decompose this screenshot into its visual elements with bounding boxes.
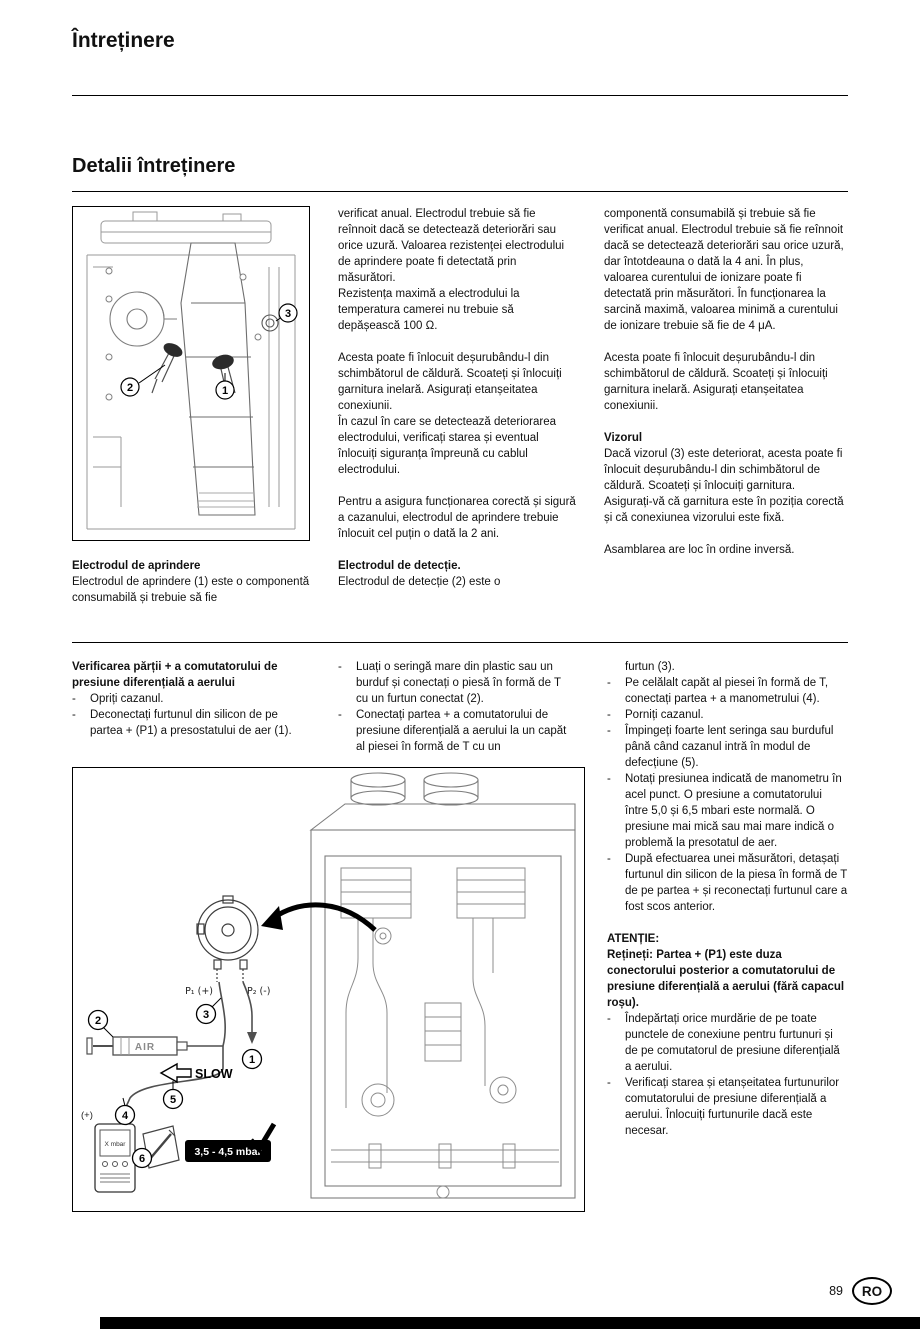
electrode-diagram (73, 207, 309, 540)
pressure-check-col2 (338, 659, 576, 755)
list-item (72, 707, 310, 739)
paragraph: Acesta poate fi înlocuit deșurubându-l din schimbătorul de căldură. Scoateți și înlocuiți garnitura inelară. Asigurați etanșeitatea conexiunii. (604, 352, 828, 412)
paragraph: verificat anual. Electrodul trebuie să fie reînnoit dacă se detectează deteriorări sau orice uzură. Valoarea rezistenței electrodului de aprindere poate fi detectată prin măsurători. (338, 208, 565, 284)
slow-label: SLOW (195, 1067, 233, 1081)
maintenance-col1 (72, 206, 310, 606)
manometer (95, 1124, 135, 1192)
paragraph: Electrodul de detecție (2) este o (338, 576, 501, 588)
callout-2 (121, 378, 139, 396)
maintenance-section (72, 206, 848, 606)
list-item (607, 707, 848, 723)
bullet-dash: - (72, 693, 76, 705)
bullet-dash: - (607, 725, 611, 737)
callout-2-label: 2 (94, 1015, 102, 1027)
callout-1-label: 1 (248, 1054, 256, 1066)
maintenance-col2 (338, 206, 576, 606)
list-item (607, 723, 848, 771)
bullet-dash: - (338, 709, 342, 721)
pressure-check-col3 (607, 659, 848, 1139)
callout-3-label: 3 (202, 1009, 210, 1021)
subheading-detection-electrode: Electrodul de detecție. (338, 560, 461, 572)
paragraph: În cazul în care se detectează deteriorarea electrodului, verificați starea și eventual înlocuiți siguranța împreună cu cablul electrodului. (338, 416, 556, 476)
paragraph: Dacă vizorul (3) este deteriorat, acesta poate fi înlocuit deșurubându-l din schimbătorul de căldură. Scoateți și înlocuiți garnitura. Asigurați-vă că garnitura este în poziția corectă și că conexiunea vizorului este fixă. (604, 448, 844, 524)
continuation-text: furtun (3). (625, 661, 675, 673)
callout-2-label: 2 (126, 382, 134, 394)
electrode-figure (72, 206, 310, 541)
pressure-test-diagram (73, 768, 584, 1211)
callout-5 (164, 1090, 183, 1109)
list-item (607, 851, 848, 915)
air-label: AIR (134, 1042, 156, 1053)
horizontal-rule (72, 191, 848, 192)
fan-scroll (110, 292, 177, 346)
list-item (607, 771, 848, 851)
list-item-text: Opriți cazanul. (90, 693, 164, 705)
horizontal-rule (72, 642, 848, 643)
page-content (0, 28, 920, 1212)
list-item-text: Verificați starea și etanșeitatea furtunurilor comutatorului de presiune diferențială a aerului. Înlocuiți furtunurile dacă este necesar. (625, 1077, 840, 1137)
list-item-text: După efectuarea unei măsurători, detașați furtunul din silicon de la piesa în formă de T de pe partea + și reconectați furtunul care a fost scos anterior. (625, 853, 848, 913)
list-item (607, 1075, 848, 1139)
callout-1-label: 1 (221, 385, 229, 397)
slow-indicator (161, 1064, 233, 1082)
manometer-display: X mbar (104, 1141, 126, 1148)
list-item (338, 659, 576, 707)
subheading-sight-glass: Vizorul (604, 432, 643, 444)
list-item-text: Notați presiunea indicată de manometru în acel punct. O presiune a comutatorului între 5,0 și 6,5 mbari este normală. O presiune mai mică sau mai mare indică o problemă la presotatul de aer. (625, 773, 842, 849)
bullet-dash: - (607, 709, 611, 721)
pressure-check-col1 (72, 659, 310, 755)
sight-glass (262, 315, 278, 331)
list-item (72, 691, 310, 707)
paragraph: componentă consumabilă și trebuie să fie verificat anual. Electrodul trebuie să fie reînnoit dacă se detectează deteriorări sau orice uzură, dar întotdeauna o dată la 4 ani. În plus, valoarea curentului de ionizare poate fi detectată prin măsurători. În funcționarea la sarcină maximă, valoarea minimă a curentului de ionizare trebuie să fie de 4 μA. (604, 208, 844, 332)
bullet-dash: - (607, 773, 611, 785)
bullet-dash: - (607, 853, 611, 865)
list-item-text: Îndepărtați orice murdărie de pe toate punctele de conexiune pentru furtunuri și de pe comutatorul de presiune diferențială a aerului. (625, 1013, 840, 1073)
bottom-bar (100, 1317, 920, 1329)
boiler-outline (311, 773, 575, 1198)
callout-2 (89, 1011, 108, 1030)
maintenance-col3 (604, 206, 844, 606)
list-item (607, 675, 848, 707)
pressure-check-section (72, 659, 848, 1212)
bullet-dash: - (338, 661, 342, 673)
callout-4 (116, 1106, 135, 1125)
page-title: Întreținere (72, 29, 175, 52)
list-item-text: Pe celălalt capăt al piesei în formă de T, conectați partea + a manometrului (4). (625, 677, 829, 705)
pressure-range-label: 3,5 - 4,5 mbar (194, 1146, 262, 1158)
attention-body: Rețineți: Partea + (P1) este duza conectorului posterior a comutatorului de presiune diferențială a aerului (fără capacul roșu). (607, 949, 845, 1009)
paragraph: Pentru a asigura funcționarea corectă și sigură a cazanului, electrodul de aprindere trebuie înlocuit cel puțin o dată la 2 ani. (338, 496, 576, 540)
bullet-dash: - (607, 1013, 611, 1025)
callout-1 (216, 381, 234, 399)
list-item-text: Porniți cazanul. (625, 709, 704, 721)
bullet-dash: - (72, 709, 76, 721)
callout-1 (243, 1050, 262, 1069)
section-title: Detalii întreținere (72, 155, 236, 177)
callout-leaders (139, 317, 282, 383)
figure-caption-body: Electrodul de aprindere (1) este o componentă consumabilă și trebuie să fie (72, 576, 310, 604)
callout-4-label: 4 (121, 1110, 129, 1122)
page-number: 89 (829, 1284, 843, 1298)
callout-6 (133, 1149, 152, 1168)
callout-3-label: 3 (284, 308, 292, 320)
bullet-dash: - (607, 1077, 611, 1089)
callout-3 (279, 304, 297, 322)
pressure-check-left (72, 659, 585, 1212)
list-item (607, 1011, 848, 1075)
plus-label: (+) (81, 1110, 93, 1121)
heat-exchanger-duct (181, 243, 255, 515)
paragraph: Asamblarea are loc în ordine inversă. (604, 544, 795, 556)
pressure-range-badge (185, 1124, 274, 1162)
paragraph: Acesta poate fi înlocuit deșurubându-l din schimbătorul de căldură. Scoateți și înlocuiți garnitura inelară. Asigurați etanșeitatea conexiunii. (338, 352, 562, 412)
paragraph: Rezistența maximă a electrodului la temperatura camerei nu trebuie să depășească 100 Ω. (338, 288, 520, 332)
manual-page (0, 28, 920, 1329)
list-item-text: Deconectați furtunul din silicon de pe partea + (P1) a presostatului de aer (1). (90, 709, 292, 737)
list-item-text: Luați o seringă mare din plastic sau un burduf și conectați o piesă în formă de T cu un furtun conectat (2). (356, 661, 561, 705)
pressure-check-text-cols (72, 659, 585, 755)
tube-arrowhead (247, 1032, 257, 1044)
callout-5-label: 5 (169, 1094, 177, 1106)
list-item-text: Conectați partea + a comutatorului de presiune diferențială a aerului la un capăt al piesei în formă de T cu un (356, 709, 567, 753)
list-item-text: Împingeți foarte lent seringa sau burduful până când cazanul intră în modul de defecțiune (5). (625, 725, 834, 769)
boiler-internals (331, 868, 559, 1198)
country-code-badge: RO (852, 1277, 892, 1305)
p2-minus-label: P₂ (-) (247, 986, 271, 997)
pressure-test-figure (72, 767, 585, 1212)
figure-caption-title: Electrodul de aprindere (72, 560, 201, 572)
procedure-heading: Verificarea părții + a comutatorului de presiune diferențială a aerului (72, 661, 278, 689)
horizontal-rule (72, 95, 848, 96)
electrode-caps (161, 340, 235, 371)
pressure-switch (197, 896, 258, 982)
syringe (87, 1037, 187, 1055)
callout-6-label: 6 (138, 1153, 146, 1165)
machinery-lines (87, 212, 295, 529)
attention-heading: ATENȚIE: (607, 933, 660, 945)
bullet-dash: - (607, 677, 611, 689)
list-item (338, 707, 576, 755)
p1-plus-label: P₁ (+) (185, 986, 213, 997)
callout-3 (197, 1005, 216, 1024)
